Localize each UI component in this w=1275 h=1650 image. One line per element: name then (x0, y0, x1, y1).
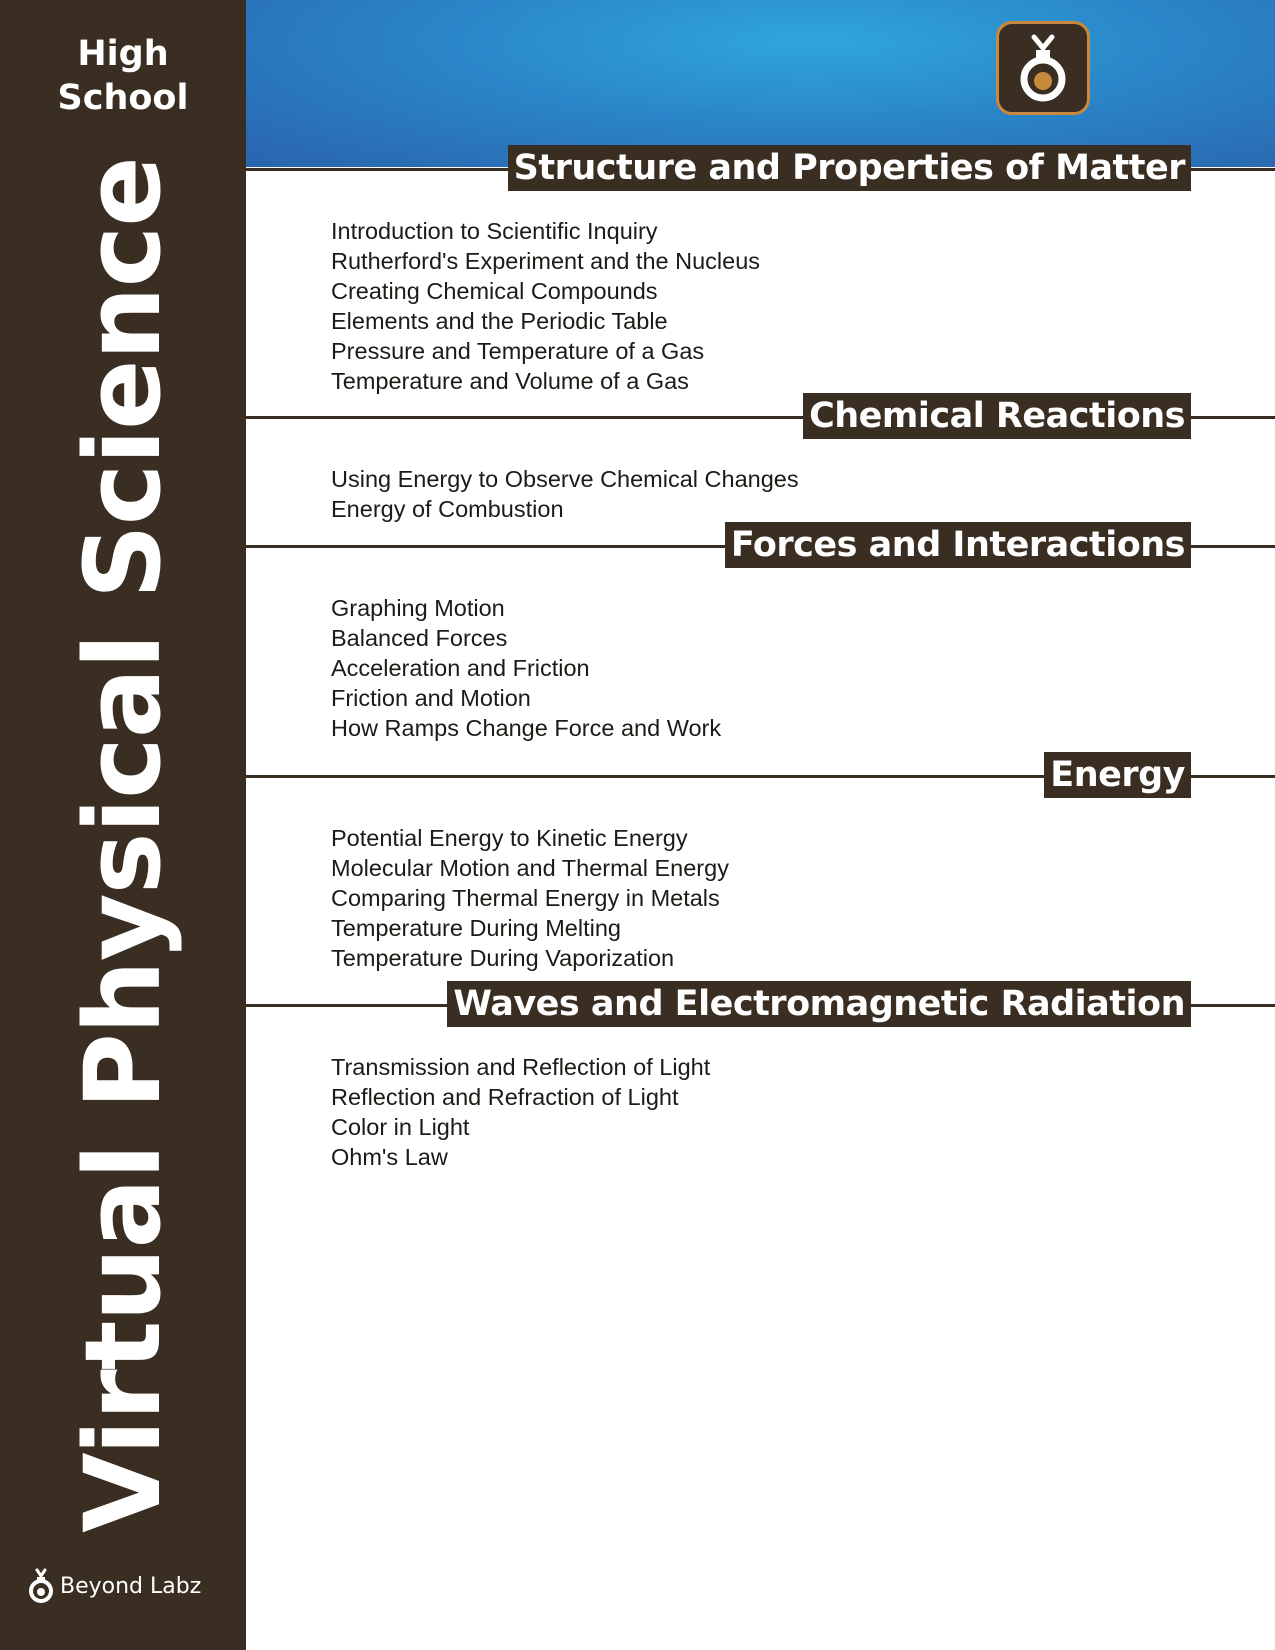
topic-list-energy (331, 823, 729, 973)
topic-item: Graphing Motion (331, 595, 505, 621)
course-title: Virtual Physical Science (62, 157, 184, 1533)
topic-item: Temperature During Vaporization (331, 945, 675, 971)
sidebar (0, 0, 246, 1650)
topic-item: Creating Chemical Compounds (331, 278, 658, 304)
topic-item: Molecular Motion and Thermal Energy (331, 855, 729, 881)
topic-item: How Ramps Change Force and Work (331, 715, 722, 741)
grade-level-line2: School (57, 78, 189, 118)
section-title-forces-and-interactions: Forces and Interactions (725, 522, 1191, 568)
header-banner (246, 0, 1275, 167)
topic-item: Using Energy to Observe Chemical Changes (331, 466, 799, 492)
topic-item: Elements and the Periodic Table (331, 308, 668, 334)
section-title-energy: Energy (1044, 752, 1191, 798)
topic-item: Friction and Motion (331, 685, 531, 711)
brand-logo (28, 1568, 201, 1604)
topic-item: Balanced Forces (331, 625, 508, 651)
topic-item: Temperature and Volume of a Gas (331, 368, 689, 394)
flask-icon (28, 1568, 54, 1604)
topic-item: Comparing Thermal Energy in Metals (331, 885, 720, 911)
topic-item: Potential Energy to Kinetic Energy (331, 825, 688, 851)
topic-item: Rutherford's Experiment and the Nucleus (331, 248, 761, 274)
topic-list-waves-and-electromagnetic-radiation (331, 1052, 710, 1172)
section-title-structure-and-properties-of-matter: Structure and Properties of Matter (508, 145, 1191, 191)
topic-list-forces-and-interactions (331, 593, 721, 743)
topic-item: Color in Light (331, 1114, 470, 1140)
topic-item: Transmission and Reflection of Light (331, 1054, 711, 1080)
grade-level (0, 32, 246, 120)
topic-item: Introduction to Scientific Inquiry (331, 218, 658, 244)
topic-item: Ohm's Law (331, 1144, 448, 1170)
topic-item: Reflection and Refraction of Light (331, 1084, 679, 1110)
flask-icon (1017, 33, 1069, 103)
topic-item: Temperature During Melting (331, 915, 621, 941)
topic-item: Energy of Combustion (331, 496, 564, 522)
topic-list-structure-and-properties-of-matter (331, 216, 760, 396)
section-title-waves-and-electromagnetic-radiation: Waves and Electromagnetic Radiation (447, 981, 1191, 1027)
topic-item: Pressure and Temperature of a Gas (331, 338, 705, 364)
brand-name: Beyond Labz (60, 1573, 202, 1599)
topic-item: Acceleration and Friction (331, 655, 590, 681)
app-logo (996, 21, 1090, 115)
grade-level-line1: High (77, 34, 169, 74)
topic-list-chemical-reactions (331, 464, 799, 524)
section-title-chemical-reactions: Chemical Reactions (803, 393, 1191, 439)
